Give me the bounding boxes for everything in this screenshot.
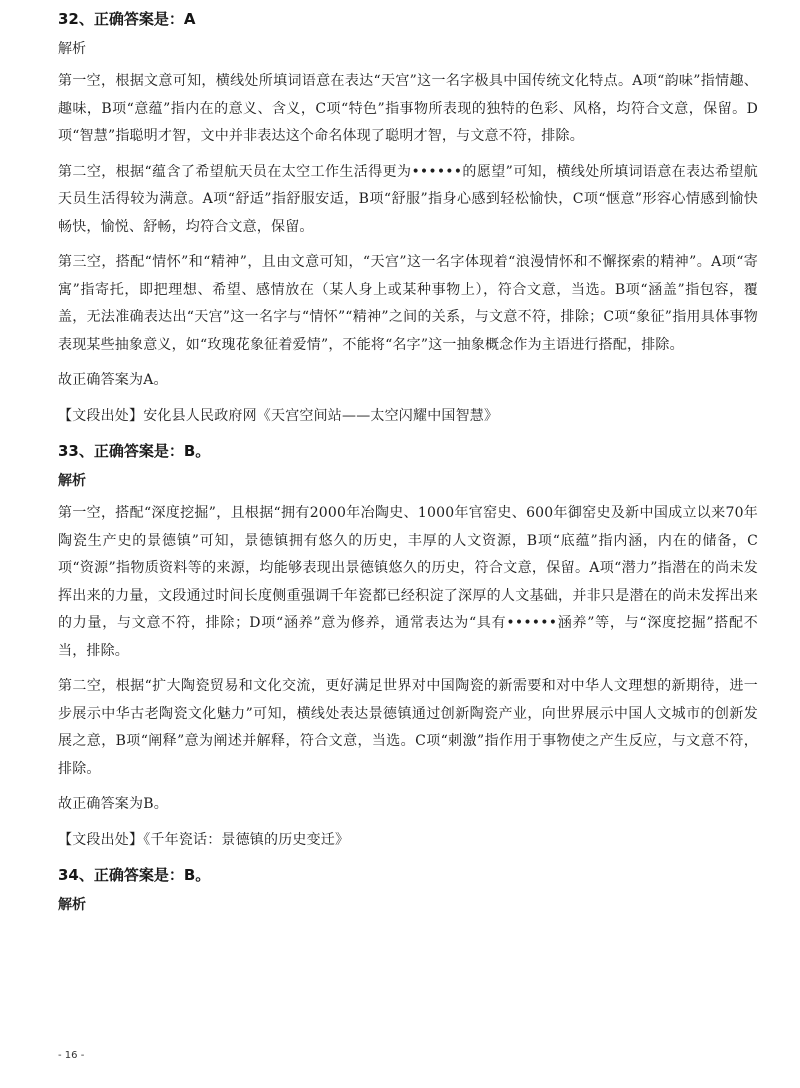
question-33-section bbox=[58, 438, 758, 854]
question-33-heading: 33、正确答案是：B。 bbox=[58, 442, 211, 460]
question-33-conclusion: 故正确答案为B。 bbox=[58, 796, 168, 812]
question-32-source: 【文段出处】安化县人民政府网《天宫空间站——太空闪耀中国智慧》 bbox=[58, 407, 499, 424]
question-34-heading: 34、正确答案是：B。 bbox=[58, 866, 211, 884]
question-34-analysis-label: 解析 bbox=[58, 897, 86, 913]
question-33-paragraph-2: 第二空，根据“扩大陶瓷贸易和文化交流，更好满足世界对中国陶瓷的新需要和对中华人文理想的新期待，进一步展示中华古老陶瓷文化魅力”可知，横线处表达景德镇通过创新陶瓷产业，向世界展示中国人文城市的创新发展之意，B项“阐释”意为阐述并解释，符合文意，当选。C项“刺激”指作用于事物使之产生反应，与文意不符，排除。 bbox=[58, 678, 758, 777]
question-33-paragraph-1: 第一空，搭配“深度挖掘”，且根据“拥有2000年冶陶史、1000年官窑史、600年御窑史及新中国成立以来70年陶瓷生产史的景德镇”可知，景德镇拥有悠久的历史，丰厚的人文资源，B项“底蕴”指内涵，内在的储备，C项“资源”指物质资料等的来源，均能够表现出景德镇悠久的历史，符合文意，保留。A项“潜力”指潜在的尚未发挥出来的力量，文段通过时间长度侧重强调千年瓷都已经积淀了深厚的人文基础，并非只是潜在的尚未发挥出来的力量，与文意不符，排除；D项“涵养”意为修养，通常表达为“具有••••••涵养”等，与“深度挖掘”搭配不当，排除。 bbox=[58, 505, 758, 659]
question-32-section bbox=[58, 6, 758, 430]
question-32-conclusion: 故正确答案为A。 bbox=[58, 372, 168, 388]
question-32-analysis-label: 解析 bbox=[58, 41, 86, 57]
question-34-section bbox=[58, 862, 758, 916]
question-33-source: 【文段出处】《千年瓷话：景德镇的历史变迁》 bbox=[58, 831, 350, 848]
answer-explanations bbox=[58, 6, 758, 924]
question-32-heading: 32、正确答案是：A bbox=[58, 10, 196, 28]
question-33-analysis-label: 解析 bbox=[58, 473, 86, 489]
page-number: - 16 - bbox=[58, 1050, 85, 1061]
question-32-paragraph-2: 第二空，根据“蕴含了希望航天员在太空工作生活得更为••••••的愿望”可知，横线处所填词语意在表达希望航天员生活得较为满意。A项“舒适”指舒服安适，B项“舒服”指身心感到轻松愉快，C项“惬意”形容心情感到愉快畅快，愉悦、舒畅，均符合文意，保留。 bbox=[58, 163, 758, 235]
question-32-paragraph-3: 第三空，搭配“情怀”和“精神”，且由文意可知，“天宫”这一名字体现着“浪漫情怀和不懈探索的精神”。A项“寄寓”指寄托，即把理想、希望、感情放在（某人身上或某种事物上），符合文意，当选。B项“涵盖”指包容，覆盖，无法准确表达出“天宫”这一名字与“情怀”“精神”之间的关系，与文意不符，排除；C项“象征”指用具体事物表现某些抽象意义，如“玫瑰花象征着爱情”，不能将“名字”这一抽象概念作为主语进行搭配，排除。 bbox=[58, 254, 758, 353]
question-32-paragraph-1: 第一空，根据文意可知，横线处所填词语意在表达“天宫”这一名字极具中国传统文化特点。A项“韵味”指情趣、趣味，B项“意蕴”指内在的意义、含义，C项“特色”指事物所表现的独特的色彩、风格，均符合文意，保留。D项“智慧”指聪明才智，文中并非表达这个命名体现了聪明才智，与文意不符，排除。 bbox=[58, 73, 758, 144]
